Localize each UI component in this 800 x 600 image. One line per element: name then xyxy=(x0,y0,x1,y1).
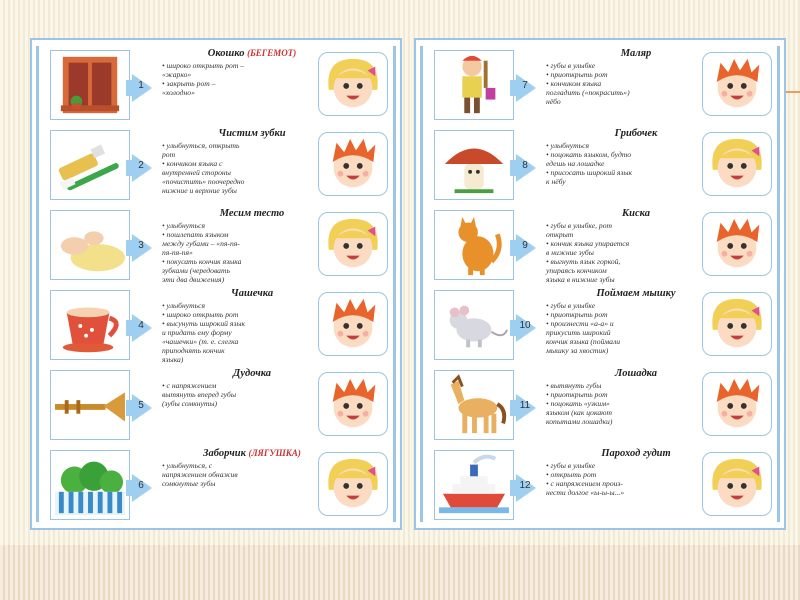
exercise-title xyxy=(576,448,696,459)
instruction-line: к нёбу xyxy=(546,177,566,186)
exercise-title-text: Киска xyxy=(622,208,650,219)
exercise-title-note: (БЕГЕМОТ) xyxy=(247,48,297,58)
boy-face-icon xyxy=(702,212,772,276)
instruction-line: мышку за хвостик) xyxy=(546,346,609,355)
instruction-line: • улыбнуться xyxy=(162,301,205,310)
instruction-line: • приоткрыть рот xyxy=(546,310,608,319)
exercise-card xyxy=(32,446,400,526)
instruction-line: «почистить» поочередно xyxy=(162,177,245,186)
boy-face-icon xyxy=(702,52,772,116)
instruction-line: «жарко» xyxy=(162,70,192,79)
instruction-line: языка в нижние зубы xyxy=(546,275,615,284)
instruction-line: • покусать кончик языка xyxy=(162,257,242,266)
exercise-title-text: Дудочка xyxy=(232,368,272,379)
instruction-line: • широко открыть рот – xyxy=(162,61,245,70)
exercise-title-text: Пароход гудит xyxy=(601,448,671,459)
instruction-line: рот xyxy=(162,150,176,159)
exercise-card xyxy=(416,206,784,286)
girl-face-icon xyxy=(702,132,772,196)
instruction-line: нижние и верхние зубы xyxy=(162,186,237,195)
exercise-card xyxy=(416,126,784,206)
instruction-line: языка) xyxy=(162,355,184,364)
instruction-line: приподнять кончик xyxy=(162,346,225,355)
mushroom-icon xyxy=(434,130,514,200)
exercise-instructions xyxy=(162,61,314,97)
exercise-title-text: Грибочек xyxy=(614,128,658,139)
exercise-instructions xyxy=(546,221,698,284)
boy-face-icon xyxy=(318,372,388,436)
instruction-line: «холодно» xyxy=(162,88,195,97)
instruction-line: упираясь кончиком xyxy=(546,266,607,275)
exercise-title-note: (ЛЯГУШКА) xyxy=(248,448,301,458)
exercise-title-text: Лошадка xyxy=(615,368,657,379)
exercise-number: 10 xyxy=(519,320,531,331)
exercise-number: 6 xyxy=(138,480,144,491)
instruction-line: • улыбнуться, открыть xyxy=(162,141,240,150)
exercise-instructions xyxy=(546,301,698,355)
instruction-line: эти два движения) xyxy=(162,275,225,284)
instruction-line: • губы в улыбке xyxy=(546,61,596,70)
exercise-card xyxy=(416,46,784,126)
exercise-title-text: Чашечка xyxy=(230,288,274,299)
dough-icon xyxy=(50,210,130,280)
instruction-line: открыт xyxy=(546,230,574,239)
exercise-title xyxy=(576,48,696,59)
exercise-title xyxy=(576,208,696,219)
exercise-number: 1 xyxy=(138,80,144,91)
exercise-title-text: Месим тесто xyxy=(219,208,285,219)
instruction-line: между губами – «пя-пя- xyxy=(162,239,240,248)
exercise-number: 7 xyxy=(522,80,528,91)
background-stripes xyxy=(0,545,800,600)
instruction-line: • с напряжением xyxy=(162,381,217,390)
exercise-card xyxy=(32,366,400,446)
exercise-instructions xyxy=(162,221,314,284)
girl-face-icon xyxy=(702,292,772,356)
instruction-line: • закрыть рот – xyxy=(162,79,216,88)
instruction-line: и придать ему форму xyxy=(162,328,232,337)
instruction-line: прикусить широкий xyxy=(546,328,611,337)
exercise-title xyxy=(192,128,312,139)
instruction-line: погладить («покрасить») xyxy=(546,88,630,97)
exercise-title xyxy=(576,288,696,299)
exercise-number: 11 xyxy=(519,400,531,411)
exercise-instructions xyxy=(162,301,314,364)
instruction-line: «чашечки» (т. е. слегка xyxy=(162,337,239,346)
instruction-line: пя-пя-пя» xyxy=(162,248,193,257)
boy-face-icon xyxy=(318,132,388,196)
window-icon xyxy=(50,50,130,120)
instruction-line: • открыть рот xyxy=(546,470,597,479)
boy-face-icon xyxy=(318,292,388,356)
exercise-number: 4 xyxy=(138,320,144,331)
instruction-line: зубками (чередовать xyxy=(162,266,230,275)
instruction-line: • приоткрыть рот xyxy=(546,390,608,399)
exercise-title xyxy=(576,128,696,139)
exercise-card xyxy=(32,46,400,126)
exercise-number: 2 xyxy=(138,160,144,171)
instruction-line: • с напряжением произ- xyxy=(546,479,623,488)
exercise-number: 9 xyxy=(522,240,528,251)
instruction-line: • улыбнуться xyxy=(546,141,589,150)
girl-face-icon xyxy=(702,452,772,516)
instruction-line: • вытянуть губы xyxy=(546,381,602,390)
exercise-instructions xyxy=(162,381,314,408)
exercise-card xyxy=(32,286,400,366)
instruction-line: нёбо xyxy=(546,97,561,106)
exercise-number: 8 xyxy=(522,160,528,171)
exercise-card xyxy=(416,366,784,446)
mouse-icon xyxy=(434,290,514,360)
instruction-line: • поцокать языком, будто xyxy=(546,150,632,159)
instruction-line: • высунуть широкий язык xyxy=(162,319,246,328)
exercise-number: 5 xyxy=(138,400,144,411)
instruction-line: • губы в улыбке xyxy=(546,301,596,310)
instruction-line: напряжением обнажив xyxy=(162,470,238,479)
boy-face-icon xyxy=(702,372,772,436)
exercise-title-text: Заборчик xyxy=(203,448,246,459)
instruction-line: внутренней стороны xyxy=(162,168,231,177)
exercise-instructions xyxy=(546,61,698,106)
instruction-line: • кончиком языка xyxy=(546,79,602,88)
instruction-line: нести долгое «ы-ы-ы...» xyxy=(546,488,625,497)
left-page xyxy=(30,38,402,530)
instruction-line: копытами лошадки) xyxy=(546,417,613,426)
exercise-title xyxy=(192,448,312,459)
fence-bush-icon xyxy=(50,450,130,520)
exercise-instructions xyxy=(162,461,314,488)
instruction-line: • поцокать «узким» xyxy=(546,399,610,408)
trumpet-icon xyxy=(50,370,130,440)
painter-icon xyxy=(434,50,514,120)
exercise-card xyxy=(32,206,400,286)
exercise-card xyxy=(416,286,784,366)
right-page xyxy=(414,38,786,530)
cat-icon xyxy=(434,210,514,280)
instruction-line: вытянуть вперед губы xyxy=(162,390,236,399)
exercise-title-text: Поймаем мышку xyxy=(596,288,676,299)
instruction-line: • широко открыть рот xyxy=(162,310,239,319)
exercise-title-text: Чистим зубки xyxy=(218,128,286,139)
instruction-line: сомкнутые зубы xyxy=(162,479,216,488)
instruction-line: • произнести «а-а» и xyxy=(546,319,614,328)
instruction-line: языком (как цокают xyxy=(546,408,612,417)
exercise-instructions xyxy=(546,461,698,497)
exercise-title xyxy=(192,368,312,379)
instruction-line: • пошлепать языком xyxy=(162,230,229,239)
exercise-title xyxy=(192,48,312,59)
exercise-title xyxy=(192,288,312,299)
exercise-instructions xyxy=(162,141,314,195)
toothbrush-icon xyxy=(50,130,130,200)
exercise-number: 12 xyxy=(519,480,531,491)
instruction-line: (зубы сомкнуты) xyxy=(162,399,218,408)
exercise-instructions xyxy=(546,141,698,186)
exercise-number: 3 xyxy=(138,240,144,251)
instruction-line: • кончик языка упирается xyxy=(546,239,630,248)
instruction-line: • присосать широкий язык xyxy=(546,168,633,177)
girl-face-icon xyxy=(318,452,388,516)
instruction-line: • кончиком языка с xyxy=(162,159,223,168)
instruction-line: едешь на лошадке xyxy=(546,159,605,168)
exercise-title xyxy=(576,368,696,379)
instruction-line: • улыбнуться xyxy=(162,221,205,230)
girl-face-icon xyxy=(318,212,388,276)
instruction-line: • приоткрыть рот xyxy=(546,70,608,79)
instruction-line: • выгнуть язык горкой, xyxy=(546,257,621,266)
cup-icon xyxy=(50,290,130,360)
instruction-line: кончик языка (поймали xyxy=(546,337,621,346)
instruction-line: • улыбнуться, с xyxy=(162,461,213,470)
instruction-line: • губы в улыбке, рот xyxy=(546,221,612,230)
exercise-card xyxy=(416,446,784,526)
exercise-card xyxy=(32,126,400,206)
instruction-line: • губы в улыбке xyxy=(546,461,596,470)
exercise-instructions xyxy=(546,381,698,426)
exercise-title-text: Окошко xyxy=(207,48,245,59)
girl-face-icon xyxy=(318,52,388,116)
exercise-title-text: Маляр xyxy=(620,48,652,59)
horse-icon xyxy=(434,370,514,440)
exercise-title xyxy=(192,208,312,219)
steamship-icon xyxy=(434,450,514,520)
instruction-line: в нижние зубы xyxy=(546,248,594,257)
